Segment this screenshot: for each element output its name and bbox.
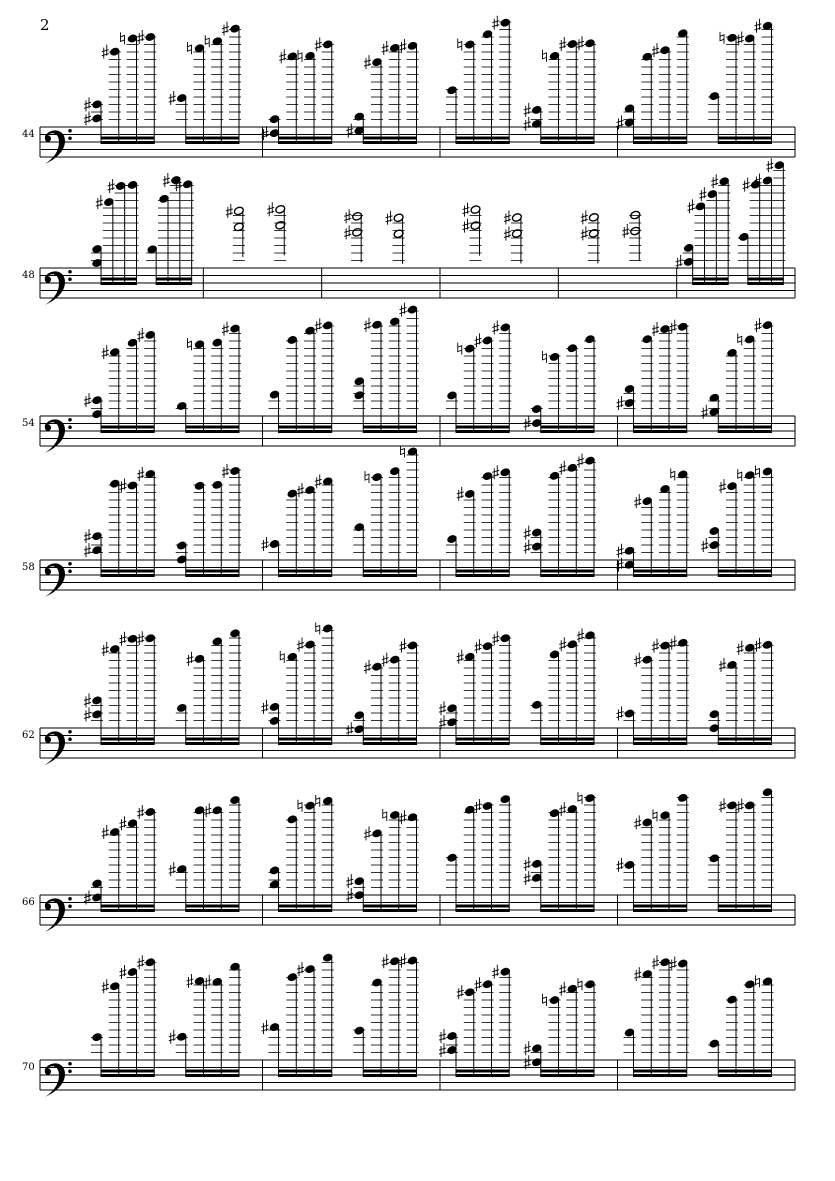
beam: [186, 137, 239, 140]
sharp-icon: [84, 693, 91, 707]
measure-number: 44: [22, 129, 35, 140]
sharp-icon: [634, 815, 641, 829]
beam: [456, 1070, 509, 1073]
natural-icon: [738, 333, 742, 345]
beam: [279, 137, 332, 140]
sharp-icon: [652, 639, 659, 653]
sharp-icon: [84, 543, 91, 557]
beam: [456, 738, 509, 741]
sharp-icon: [524, 526, 531, 540]
sharp-icon: [634, 653, 641, 667]
beam: [363, 137, 416, 140]
measure-number: 70: [22, 1062, 35, 1073]
beam: [634, 738, 687, 741]
sharp-icon: [400, 810, 407, 824]
sharp-icon: [346, 722, 353, 736]
beam: [101, 141, 154, 144]
sharp-icon: [169, 1030, 176, 1044]
beam: [718, 738, 771, 741]
beam: [186, 430, 239, 433]
sharp-icon: [439, 1043, 446, 1057]
sharp-icon: [719, 798, 726, 812]
beam: [101, 909, 154, 912]
beam: [541, 137, 594, 140]
sharp-icon: [108, 179, 115, 193]
sharp-icon: [137, 328, 144, 342]
beam: [186, 1070, 239, 1073]
sharp-icon: [120, 478, 127, 492]
sharp-icon: [102, 642, 109, 656]
sharp-icon: [204, 975, 211, 989]
natural-icon: [543, 50, 547, 62]
sharp-icon: [559, 37, 566, 51]
beam: [634, 574, 687, 577]
sharp-icon: [297, 483, 304, 497]
sharp-icon: [400, 638, 407, 652]
sharp-icon: [262, 700, 269, 714]
beam: [101, 282, 137, 285]
sharp-icon: [297, 638, 304, 652]
beam: [156, 278, 192, 281]
beam: [456, 141, 509, 144]
sharp-icon: [344, 209, 351, 223]
sharp-icon: [439, 701, 446, 715]
sharp-icon: [504, 210, 511, 224]
sharp-icon: [463, 219, 470, 233]
beam: [101, 426, 154, 429]
sharp-icon: [737, 798, 744, 812]
sharp-icon: [492, 320, 499, 334]
beam: [101, 738, 154, 741]
sharp-icon: [577, 36, 584, 50]
sharp-icon: [676, 255, 683, 269]
beam: [456, 909, 509, 912]
sharp-icon: [187, 974, 194, 988]
sharp-icon: [475, 977, 482, 991]
sharp-icon: [84, 393, 91, 407]
beam: [634, 909, 687, 912]
sharp-icon: [524, 1041, 531, 1055]
sharp-icon: [719, 658, 726, 672]
sharp-icon: [634, 494, 641, 508]
sharp-icon: [577, 454, 584, 468]
sharp-icon: [439, 715, 446, 729]
sharp-icon: [457, 985, 464, 999]
sharp-icon: [204, 803, 211, 817]
sharp-icon: [617, 544, 624, 558]
sharp-icon: [386, 211, 393, 225]
beam: [363, 141, 416, 144]
beam: [186, 1074, 239, 1077]
beam: [456, 905, 509, 908]
sharp-icon: [344, 225, 351, 239]
sharp-icon: [755, 318, 762, 332]
sharp-icon: [524, 857, 531, 871]
sharp-icon: [652, 955, 659, 969]
beam: [456, 574, 509, 577]
beam: [363, 909, 416, 912]
beam: [363, 905, 416, 908]
natural-icon: [316, 622, 320, 634]
sharp-icon: [400, 303, 407, 317]
natural-icon: [720, 32, 724, 44]
beam: [634, 137, 687, 140]
beam: [363, 742, 416, 745]
natural-icon: [756, 975, 760, 987]
beam: [279, 570, 332, 573]
sharp-icon: [670, 636, 677, 650]
sharp-icon: [617, 858, 624, 872]
beam: [279, 574, 332, 577]
natural-icon: [578, 792, 582, 804]
natural-icon: [671, 468, 675, 480]
sharp-icon: [346, 874, 353, 888]
sharp-icon: [364, 55, 371, 69]
page-number: 2: [40, 16, 50, 34]
beam: [186, 738, 239, 741]
beam: [186, 141, 239, 144]
beam: [718, 909, 771, 912]
sharp-icon: [315, 37, 322, 51]
beam: [634, 570, 687, 573]
measure-number: 62: [22, 730, 35, 741]
measure-number: 54: [22, 418, 35, 429]
sharp-icon: [524, 103, 531, 117]
natural-icon: [543, 351, 547, 363]
natural-icon: [316, 795, 320, 807]
beam: [363, 426, 416, 429]
natural-icon: [401, 446, 405, 458]
sharp-icon: [457, 650, 464, 664]
beam: [718, 742, 771, 745]
sharp-icon: [559, 802, 566, 816]
sharp-icon: [766, 158, 773, 172]
sharp-icon: [581, 210, 588, 224]
sharp-icon: [670, 957, 677, 971]
natural-icon: [738, 469, 742, 481]
beam: [279, 905, 332, 908]
measure-number: 48: [22, 270, 35, 281]
beam: [186, 905, 239, 908]
beam: [541, 738, 594, 741]
beam: [718, 137, 771, 140]
beam: [101, 905, 154, 908]
measure-number: 66: [22, 897, 35, 908]
sharp-icon: [400, 954, 407, 968]
beam: [693, 278, 729, 281]
beam: [363, 430, 416, 433]
sharp-icon: [382, 954, 389, 968]
beam: [634, 426, 687, 429]
sharp-icon: [84, 111, 91, 125]
sharp-icon: [475, 799, 482, 813]
natural-icon: [543, 994, 547, 1006]
sharp-icon: [267, 202, 274, 216]
sharp-icon: [492, 631, 499, 645]
sharp-icon: [670, 320, 677, 334]
sharp-icon: [226, 204, 233, 218]
natural-icon: [121, 32, 125, 44]
sharp-icon: [137, 631, 144, 645]
beam: [634, 141, 687, 144]
beam: [279, 141, 332, 144]
beam: [279, 426, 332, 429]
beam: [748, 282, 784, 285]
beam: [156, 282, 192, 285]
sharp-icon: [737, 31, 744, 45]
sharp-icon: [137, 30, 144, 44]
beam: [363, 570, 416, 573]
beam: [456, 1074, 509, 1077]
beam: [101, 742, 154, 745]
sharp-icon: [279, 49, 286, 63]
beam: [541, 430, 594, 433]
beam: [718, 430, 771, 433]
beam: [456, 570, 509, 573]
sharp-icon: [652, 322, 659, 336]
sharp-icon: [617, 707, 624, 721]
sharp-icon: [346, 124, 353, 138]
measure-number: 58: [22, 562, 35, 573]
sharp-icon: [559, 637, 566, 651]
beam: [186, 909, 239, 912]
beam: [541, 426, 594, 429]
sharp-icon: [84, 529, 91, 543]
sharp-icon: [102, 979, 109, 993]
sharp-icon: [711, 174, 718, 188]
sharp-icon: [617, 396, 624, 410]
beam: [541, 905, 594, 908]
sharp-icon: [743, 178, 750, 192]
sharp-icon: [755, 638, 762, 652]
sharp-icon: [96, 195, 103, 209]
sharp-icon: [137, 805, 144, 819]
beam: [541, 909, 594, 912]
sharp-icon: [120, 816, 127, 830]
sharp-icon: [364, 318, 371, 332]
sharp-icon: [137, 467, 144, 481]
beam: [456, 426, 509, 429]
beam: [101, 430, 154, 433]
natural-icon: [188, 338, 192, 350]
sharp-icon: [634, 967, 641, 981]
sharp-icon: [382, 41, 389, 55]
beam: [693, 282, 729, 285]
sharp-icon: [581, 226, 588, 240]
beam: [279, 742, 332, 745]
beam: [634, 742, 687, 745]
beam: [279, 738, 332, 741]
sharp-icon: [297, 962, 304, 976]
beam: [279, 909, 332, 912]
sharp-icon: [102, 825, 109, 839]
sharp-icon: [524, 117, 531, 131]
sharp-icon: [222, 322, 229, 336]
sharp-icon: [492, 965, 499, 979]
beam: [456, 742, 509, 745]
natural-icon: [205, 35, 209, 47]
beam: [101, 278, 137, 281]
sharp-icon: [262, 1020, 269, 1034]
beam: [101, 137, 154, 140]
beam: [718, 1074, 771, 1077]
beam: [456, 430, 509, 433]
sharp-icon: [688, 199, 695, 213]
beam: [541, 570, 594, 573]
sharp-icon: [364, 826, 371, 840]
sharp-icon: [439, 1029, 446, 1043]
sharp-icon: [719, 479, 726, 493]
beam: [634, 905, 687, 908]
natural-icon: [383, 809, 387, 821]
beam: [634, 1070, 687, 1073]
sharp-icon: [492, 16, 499, 30]
beam: [101, 1070, 154, 1073]
beam: [363, 738, 416, 741]
beam: [718, 574, 771, 577]
beam: [718, 905, 771, 908]
sharp-icon: [577, 628, 584, 642]
beam: [101, 570, 154, 573]
beam: [186, 742, 239, 745]
beam: [279, 430, 332, 433]
beam: [718, 570, 771, 573]
beam: [718, 1070, 771, 1073]
sharp-icon: [169, 862, 176, 876]
sharp-icon: [701, 538, 708, 552]
beam: [101, 1074, 154, 1077]
beam: [363, 574, 416, 577]
sharp-icon: [382, 653, 389, 667]
beam: [363, 1074, 416, 1077]
natural-icon: [653, 809, 657, 821]
sharp-icon: [400, 39, 407, 53]
sharp-icon: [701, 405, 708, 419]
sharp-icon: [524, 540, 531, 554]
beam: [541, 742, 594, 745]
beam: [634, 430, 687, 433]
sharp-icon: [652, 43, 659, 57]
natural-icon: [458, 39, 462, 51]
sharp-icon: [755, 19, 762, 33]
beam: [456, 137, 509, 140]
beam: [363, 1070, 416, 1073]
beam: [186, 426, 239, 429]
sharp-icon: [102, 345, 109, 359]
sharp-icon: [262, 537, 269, 551]
sharp-icon: [222, 464, 229, 478]
sharp-icon: [699, 187, 706, 201]
sharp-icon: [463, 203, 470, 217]
beam: [279, 1074, 332, 1077]
sharp-icon: [169, 91, 176, 105]
beam: [541, 1070, 594, 1073]
natural-icon: [458, 343, 462, 355]
natural-icon: [298, 800, 302, 812]
natural-icon: [756, 465, 760, 477]
beam: [101, 574, 154, 577]
beam: [279, 1070, 332, 1073]
beam: [186, 570, 239, 573]
beam: [634, 1074, 687, 1077]
sharp-icon: [504, 226, 511, 240]
sharp-icon: [222, 22, 229, 36]
beam: [748, 278, 784, 281]
sharp-icon: [84, 707, 91, 721]
sharp-icon: [187, 652, 194, 666]
sharp-icon: [102, 45, 109, 59]
beam: [718, 141, 771, 144]
beam: [718, 426, 771, 429]
natural-icon: [578, 978, 582, 990]
natural-icon: [188, 42, 192, 54]
beam: [541, 1074, 594, 1077]
natural-icon: [365, 471, 369, 483]
sharp-icon: [120, 632, 127, 646]
sharp-icon: [524, 871, 531, 885]
natural-icon: [298, 50, 302, 62]
natural-icon: [280, 651, 284, 663]
sharp-icon: [475, 639, 482, 653]
beam: [541, 141, 594, 144]
sharp-icon: [315, 318, 322, 332]
sharp-icon: [622, 224, 629, 238]
sharp-icon: [163, 173, 170, 187]
sharp-icon: [137, 955, 144, 969]
sharp-icon: [737, 641, 744, 655]
sharp-icon: [315, 474, 322, 488]
sharp-icon: [84, 97, 91, 111]
sharp-icon: [475, 333, 482, 347]
sharp-icon: [457, 487, 464, 501]
sharp-icon: [559, 461, 566, 475]
beam: [186, 574, 239, 577]
sharp-icon: [559, 982, 566, 996]
sharp-icon: [120, 965, 127, 979]
beam: [541, 574, 594, 577]
sharp-icon: [364, 660, 371, 674]
